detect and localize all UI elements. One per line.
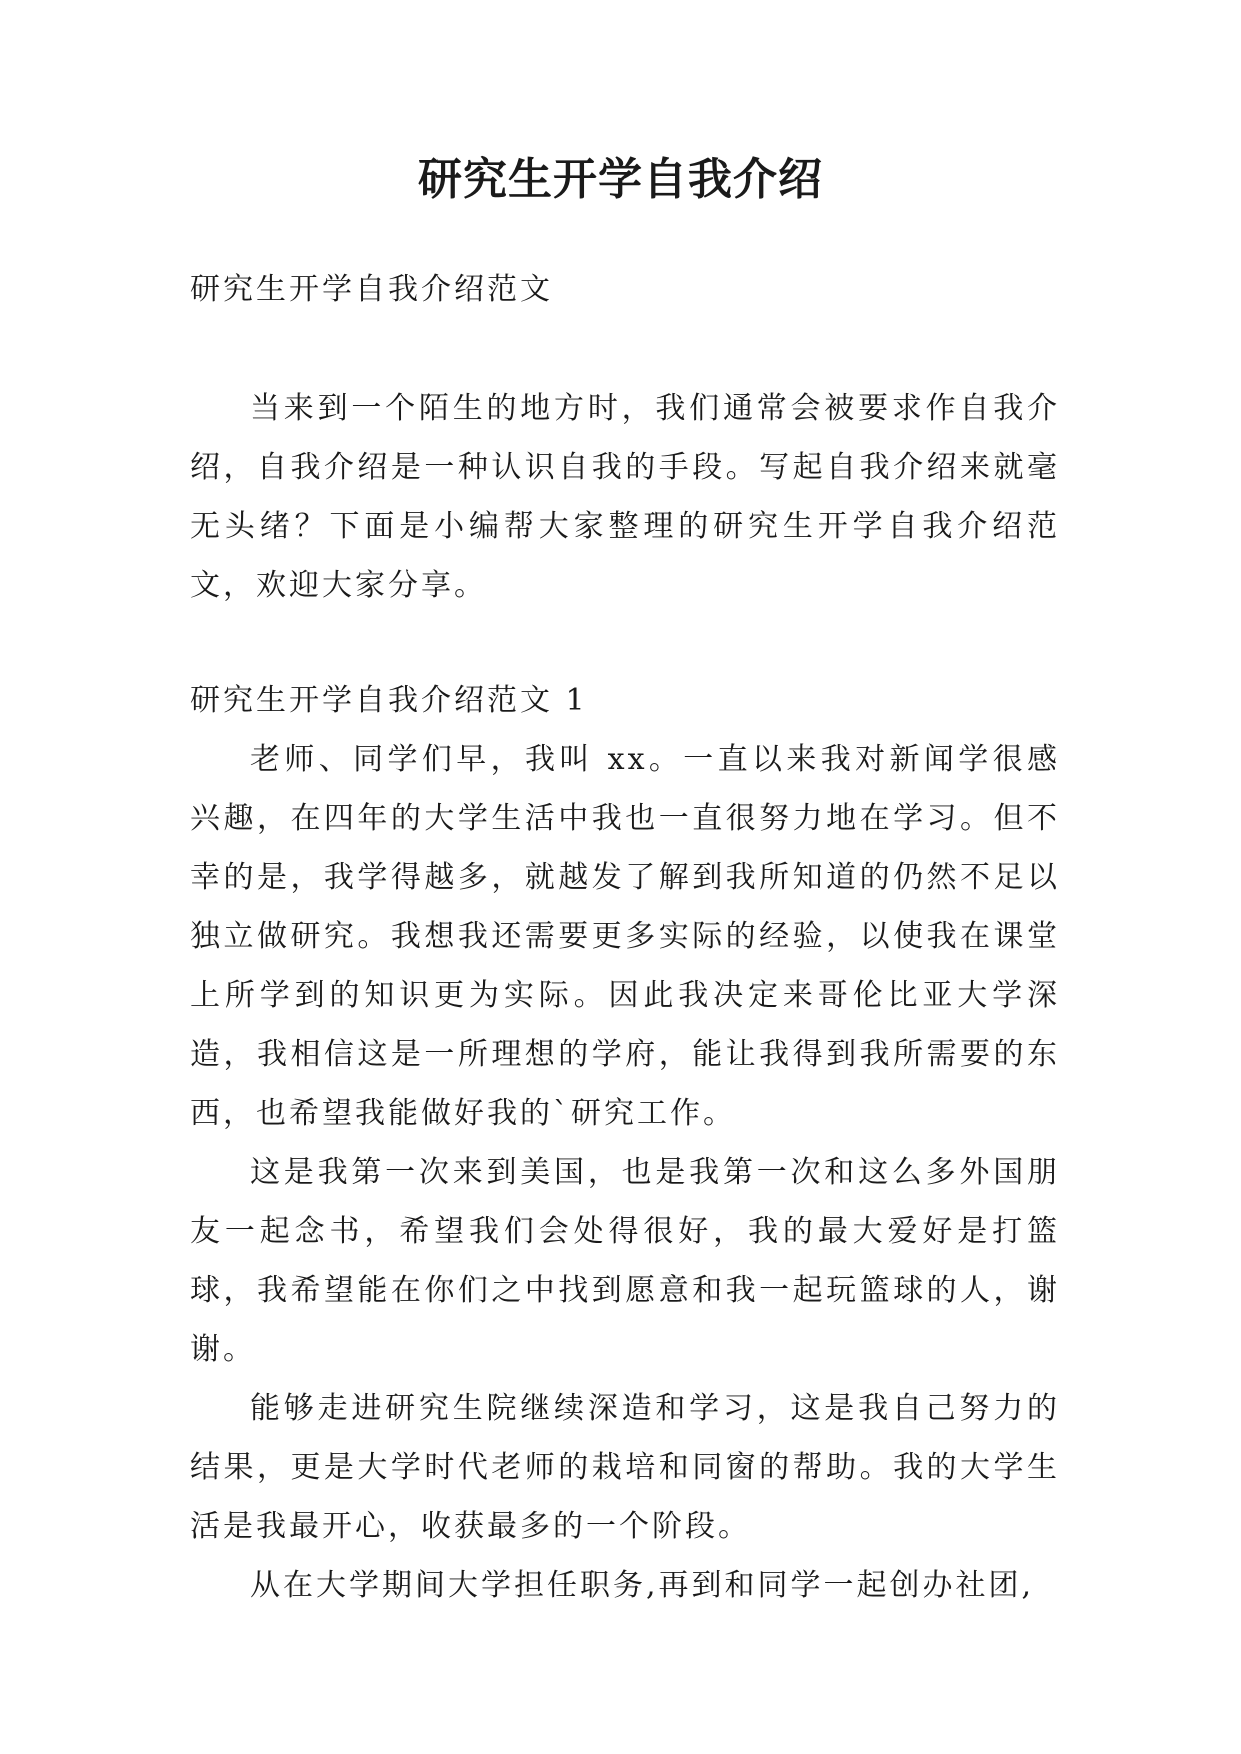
intro-paragraph: 当来到一个陌生的地方时，我们通常会被要求作自我介绍，自我介绍是一种认识自我的手段。写起自我介绍来就毫无头绪？下面是小编帮大家整理的研究生开学自我介绍范文，欢迎大家分享。 [190,391,1060,603]
body-paragraph-1: 老师、同学们早，我叫 xx。一直以来我对新闻学很感兴趣，在四年的大学生活中我也一直很努力地在学习。但不幸的是，我学得越多，就越发了解到我所知道的仍然不足以独立做研究。我想我还需要更多实际的经验，以使我在课堂上所学到的知识更为实际。因此我决定来哥伦比亚大学深造，我相信这是一所理想的学府，能让我得到我所需要的东西，也希望我能做好我的`研究工作。 [190,742,1060,1131]
body-paragraph-4: 从在大学期间大学担任职务,再到和同学一起创办社团, [250,1568,1035,1603]
document-subtitle: 研究生开学自我介绍范文 [190,272,553,307]
document-body [190,260,1060,1615]
section-heading: 研究生开学自我介绍范文 1 [190,683,588,718]
spacer [190,319,1060,379]
body-paragraph-2: 这是我第一次来到美国，也是我第一次和这么多外国朋友一起念书，希望我们会处得很好，我的最大爱好是打篮球，我希望能在你们之中找到愿意和我一起玩篮球的人，谢谢。 [190,1155,1060,1367]
spacer [190,615,1060,671]
body-paragraph-3: 能够走进研究生院继续深造和学习，这是我自己努力的结果，更是大学时代老师的栽培和同窗的帮助。我的大学生活是我最开心，收获最多的一个阶段。 [190,1391,1060,1544]
document-title: 研究生开学自我介绍 [418,154,823,205]
